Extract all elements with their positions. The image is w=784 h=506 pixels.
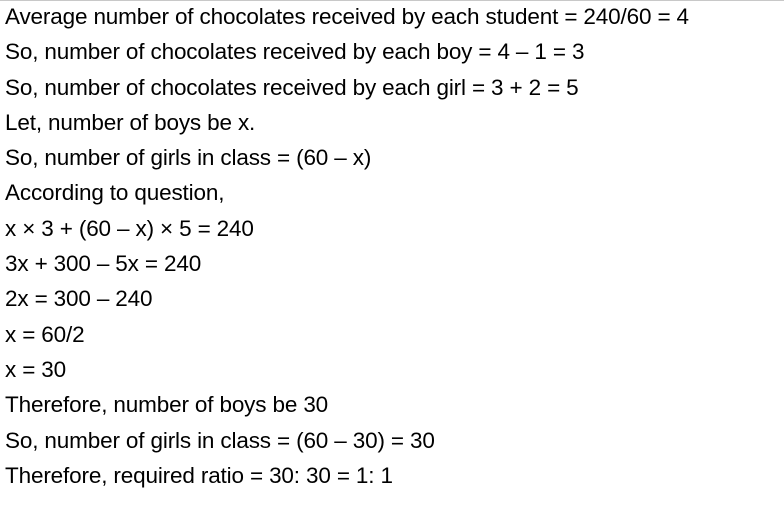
step-chocolates-per-girl: So, number of chocolates received by each girl = 3 + 2 = 5: [5, 74, 579, 100]
step-equation: x × 3 + (60 – x) × 5 = 240: [5, 215, 254, 241]
step-girls-in-class: So, number of girls in class = (60 – x): [5, 145, 372, 171]
step-divide: x = 60/2: [5, 321, 85, 347]
step-expand-equation: 3x + 300 – 5x = 240: [5, 251, 202, 277]
step-x-value: x = 30: [5, 356, 67, 382]
step-chocolates-per-boy: So, number of chocolates received by each boy = 4 – 1 = 3: [5, 39, 585, 65]
step-required-ratio: Therefore, required ratio = 30: 30 = 1: 1: [5, 462, 393, 488]
step-boys-result: Therefore, number of boys be 30: [5, 392, 329, 418]
step-simplify-equation: 2x = 300 – 240: [5, 286, 153, 312]
step-average-chocolates: Average number of chocolates received by each student = 240/60 = 4: [5, 4, 689, 29]
step-according-to-question: According to question,: [5, 180, 225, 206]
solution-steps: [5, 0, 781, 493]
step-let-boys-x: Let, number of boys be x.: [5, 109, 256, 135]
step-girls-result: So, number of girls in class = (60 – 30) = 30: [5, 427, 435, 453]
